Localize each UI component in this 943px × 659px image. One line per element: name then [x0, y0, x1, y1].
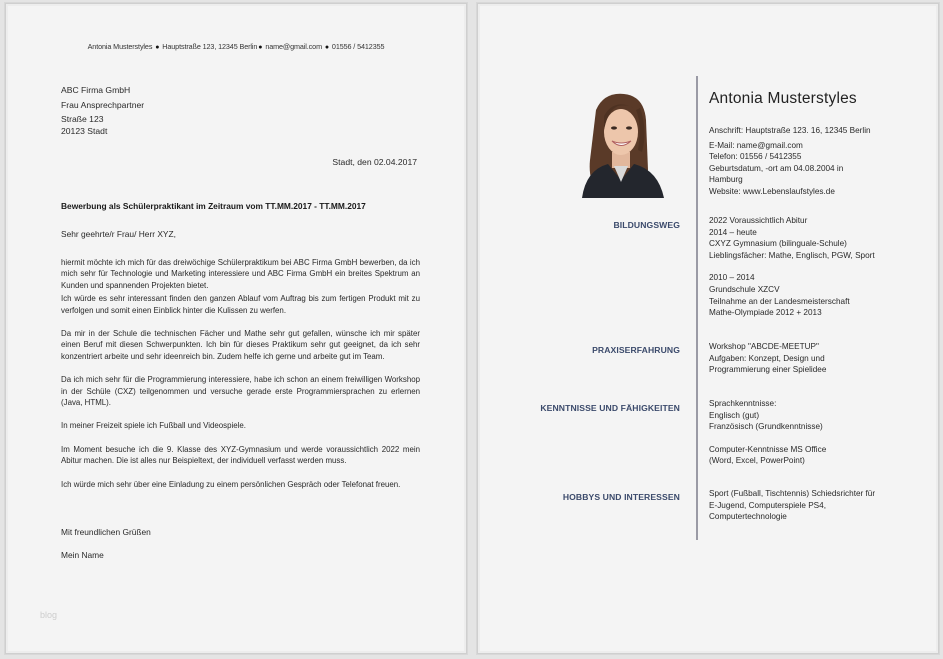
contact-birth-city: Hamburg — [709, 175, 743, 185]
bullet-icon: ● — [258, 44, 263, 51]
hobbies-entry — [709, 488, 914, 523]
entry-line: (Word, Excel, PowerPoint) — [709, 456, 805, 466]
skills-entry — [709, 444, 914, 467]
recipient-company: ABC Firma GmbH — [61, 85, 131, 95]
section-title-hobbys: HOBBYS UND INTERESSEN — [562, 492, 680, 502]
entry-line: Sport (Fußball, Tischtennis) Schiedsrichter für — [709, 489, 876, 498]
entry-line: Aufgaben: Konzept, Design und — [709, 353, 825, 363]
entry-line: Lieblingsfächer: Mathe, Englisch, PGW, Sport — [709, 250, 875, 260]
bullet-icon: ● — [324, 44, 330, 51]
entry-line: Computertechnologie — [709, 512, 787, 522]
body-paragraph: Ich würde mich sehr über eine Einladung zu einem persönlichen Gespräch oder Telefonat freuen. — [61, 479, 401, 489]
body-paragraph: Im Moment besuche ich die 9. Klasse des XYZ-Gymnasium und werde voraussichtlich 2022 mein Abitur machen. Die ist alles nur Beispieltext, der individuell verfasst werden muss. — [61, 444, 420, 466]
cv-page — [477, 3, 939, 654]
recipient-street: Straße 123 — [61, 114, 104, 125]
entry-line: Computer-Kenntnisse MS Office — [709, 444, 827, 454]
section-title-bildungsweg: BILDUNGSWEG — [613, 220, 680, 230]
body-paragraph: hiermit möchte ich mich für das dreiwöchige Schülerpraktikum bei ABC Firma GmbH bewerben, da ich mich sehr für Technologie und Marketing interessiere und ABC Firma GmbH ein breites Spektrum an Kunden und spannenden Projekten bietet. — [61, 258, 420, 290]
bullet-icon: ● — [155, 44, 160, 51]
contact-website: Website: www.Lebenslaufstyles.de — [709, 186, 835, 196]
contact-phone: Telefon: 01556 / 5412355 — [709, 152, 802, 162]
contact-birth: Geburtsdatum, -ort am 04.08.2004 in — [709, 163, 844, 173]
profile-photo — [574, 90, 666, 198]
entry-line: Teilnahme an der Landesmeisterschaft — [709, 296, 850, 306]
section-content-bildungsweg — [709, 215, 914, 319]
contact-address: Anschrift: Hauptstraße 123. 16, 12345 Berlin — [709, 126, 871, 135]
entry-line: CXYZ Gymnasium (bilinguale-Schule) — [709, 239, 847, 249]
section-content-kenntnisse — [709, 398, 914, 467]
letter-signature: Mein Name — [61, 550, 104, 560]
entry-line: 2022 Voraussichtlich Abitur — [709, 216, 808, 225]
vertical-divider — [696, 76, 698, 540]
letter-body — [61, 257, 420, 490]
section-content-praxiserfahrung — [709, 341, 914, 376]
experience-entry — [709, 341, 914, 376]
letter-date: Stadt, den 02.04.2017 — [332, 157, 417, 167]
letter-subject: Bewerbung als Schülerpraktikant im Zeitraum vom TT.MM.2017 - TT.MM.2017 — [61, 201, 366, 211]
entry-line: 2014 – heute — [709, 227, 757, 237]
entry-line: Workshop "ABCDE-MEETUP" — [709, 342, 819, 351]
entry-line: Mathe-Olympiade 2012 + 2013 — [709, 308, 822, 318]
cover-letter-page — [5, 3, 467, 654]
entry-line: 2010 – 2014 — [709, 273, 755, 283]
education-entry — [709, 272, 914, 318]
cv-contact-block — [709, 125, 871, 198]
section-content-hobbys — [709, 488, 914, 523]
portrait-image-icon — [574, 90, 666, 198]
cv-name: Antonia Musterstyles — [709, 90, 857, 107]
contact-email: E-Mail: name@gmail.com — [709, 140, 803, 150]
entry-line: E-Jugend, Computerspiele PS4, — [709, 500, 826, 510]
body-paragraph: Ich würde es sehr interessant finden den ganzen Ablauf vom Auftrag bis zum fertigen Produkt mit zu verfolgen und somit einen Einblick hinter die Kulissen zu werfen. — [61, 294, 420, 315]
body-paragraph: Da ich mich sehr für die Programmierung interessiere, habe ich schon an einem freiwilligen Workshop in der Schüle (CXZ) teilgenommen und versuche gerade erste Programmiersprachen zu erlernen (Java, HTML). — [61, 375, 420, 408]
section-title-praxiserfahrung: PRAXISERFAHRUNG — [592, 345, 680, 355]
sender-address: Hauptstraße 123, 12345 Berlin — [162, 42, 258, 51]
recipient-address — [61, 83, 144, 138]
recipient-city: 20123 Stadt — [61, 125, 108, 136]
entry-line: Französisch (Grundkenntnisse) — [709, 422, 823, 432]
entry-line: Englisch (gut) — [709, 410, 760, 420]
entry-line: Grundschule XZCV — [709, 284, 780, 294]
entry-line: Programmierung einer Spielidee — [709, 365, 827, 375]
section-title-kenntnisse: KENNTNISSE UND FÄHIGKEITEN — [540, 403, 680, 413]
sender-email: name@gmail.com — [265, 42, 322, 51]
skills-entry — [709, 398, 914, 433]
letter-header-line — [6, 42, 466, 51]
education-entry — [709, 215, 914, 261]
body-paragraph: Da mir in der Schule die technischen Fächer und Mathe sehr gut gefallen, wünsche ich mir später einen Beruf mit diesen Schwerpunkten. Ich bin für dieses Praktikum sehr gut geeignet, da ich sehr konzentriert arbeite und sehr ideenreich bin. Zudem helfe ich gerne und arbeite gut im Team. — [61, 329, 420, 361]
entry-line: Sprachkenntnisse: — [709, 399, 777, 408]
recipient-contact: Frau Ansprechpartner — [61, 99, 145, 110]
sender-name: Antonia Musterstyles — [87, 42, 153, 51]
letter-closing: Mit freundlichen Grüßen — [61, 527, 151, 537]
watermark: blog — [40, 610, 58, 620]
letter-salutation: Sehr geehrte/r Frau/ Herr XYZ, — [61, 229, 176, 239]
body-paragraph: In meiner Freizeit spiele ich Fußball und Videospiele. — [61, 421, 246, 431]
sender-phone: 01556 / 5412355 — [331, 42, 385, 51]
